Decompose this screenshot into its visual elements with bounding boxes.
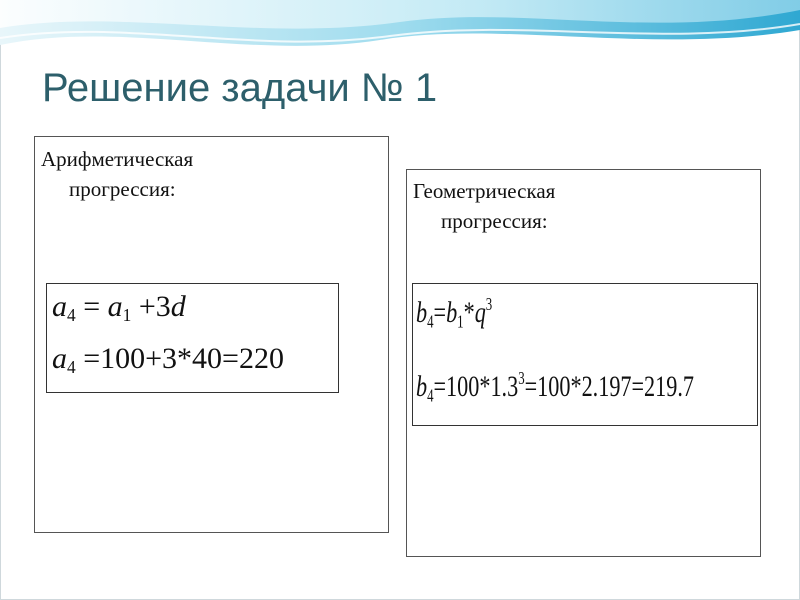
formula-op: * xyxy=(463,296,475,330)
formula-var: b xyxy=(416,370,428,404)
formula-sub: 4 xyxy=(67,305,76,326)
arithmetic-heading-line2: прогрессия: xyxy=(69,177,176,201)
formula-sub: 4 xyxy=(427,311,434,332)
formula-sub: 1 xyxy=(457,311,464,332)
header-wave-decoration xyxy=(0,0,800,70)
formula-expression: =100*1.3 xyxy=(433,370,519,404)
formula-sup: 3 xyxy=(518,368,525,388)
geometric-heading xyxy=(413,176,555,236)
formula-eq: = xyxy=(83,290,101,323)
formula-var: a xyxy=(107,290,123,323)
formula-sub: 1 xyxy=(122,305,132,326)
geometric-heading-line2: прогрессия: xyxy=(441,209,548,233)
geometric-formula-general xyxy=(416,294,492,332)
formula-var: a xyxy=(52,290,67,323)
arithmetic-formula-computed xyxy=(52,342,284,378)
formula-expression: =100+3*40=220 xyxy=(83,342,284,375)
formula-sup: 3 xyxy=(485,294,493,314)
formula-var: b xyxy=(416,296,428,330)
arithmetic-heading xyxy=(41,144,193,204)
arithmetic-heading-line1: Арифметическая xyxy=(41,147,194,171)
formula-sub: 4 xyxy=(67,357,76,378)
geometric-heading-line1: Геометрическая xyxy=(413,179,556,203)
slide-title: Решение задачи № 1 xyxy=(42,66,438,110)
formula-var: b xyxy=(446,296,458,330)
formula-var: d xyxy=(170,290,186,323)
formula-var: a xyxy=(52,342,67,375)
geometric-formula-computed xyxy=(416,368,694,406)
formula-term: +3 xyxy=(138,290,171,323)
formula-eq: = xyxy=(433,296,447,330)
formula-sub: 4 xyxy=(427,385,434,406)
formula-expression: =100*2.197=219.7 xyxy=(524,370,694,404)
arithmetic-formula-general xyxy=(52,290,186,326)
formula-var: q xyxy=(474,296,486,330)
